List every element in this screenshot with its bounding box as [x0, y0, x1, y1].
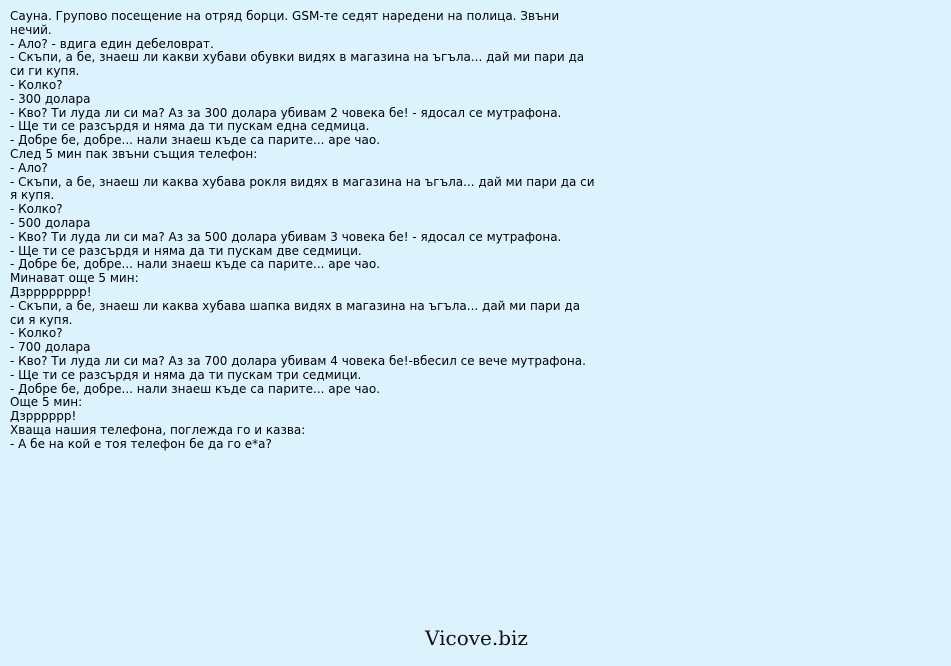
joke-line: Сауна. Групово посещение на отряд борци. GSM-те седят наредени на полица. Звъни нечий. [10, 9, 560, 37]
joke-line: - 500 долара [10, 215, 91, 230]
joke-line: - Ще ти се разсърдя и няма да ти пускам три седмици. [10, 367, 362, 382]
joke-line: - Ало? [10, 160, 48, 175]
joke-line: - А бе на кой е тоя телефон бе да го е*а? [10, 436, 272, 451]
joke-line: - Добре бе, добре... нали знаеш къде са парите... аре чао. [10, 381, 381, 396]
joke-line: Още 5 мин: [10, 395, 83, 410]
joke-line: - 300 долара [10, 91, 91, 106]
joke-line: След 5 мин пак звъни същия телефон: [10, 146, 258, 161]
joke-line: Дзрррррр! [10, 409, 77, 424]
joke-line: Дзрррррррр! [10, 284, 92, 299]
site-watermark: Vicove.biz [425, 626, 528, 650]
joke-line: - Ще ти се разсърдя и няма да ти пускам две седмици. [10, 243, 362, 258]
joke-line: Хваща нашия телефона, поглежда го и казва: [10, 422, 306, 437]
joke-line: - Скъпи, а бе, знаеш ли каква хубава рокля видях в магазина на ъгъла... дай ми пари да си я купя. [10, 174, 595, 203]
joke-line: - Скъпи, а бе, знаеш ли какви хубави обувки видях в магазина на ъгъла... дай ми пари да си ги купя. [10, 50, 585, 79]
joke-line: - Колко? [10, 326, 63, 341]
joke-line: - Ало? - вдига един дебеловрат. [10, 36, 214, 51]
joke-line: - Кво? Ти луда ли си ма? Аз за 500 долара убивам 3 човека бе! - ядосал се мутрафона. [10, 229, 562, 244]
joke-line: Минават още 5 мин: [10, 271, 139, 286]
joke-line: - Кво? Ти луда ли си ма? Аз за 300 долара убивам 2 човека бе! - ядосал се мутрафона. [10, 105, 562, 120]
joke-text [10, 10, 595, 452]
joke-line: - Ще ти се разсърдя и няма да ти пускам една седмица. [10, 119, 370, 134]
joke-line: - Колко? [10, 77, 63, 92]
joke-line: - Кво? Ти луда ли си ма? Аз за 700 долара убивам 4 човека бе!-вбесил се вече мутрафона. [10, 353, 586, 368]
joke-line: - Колко? [10, 202, 63, 217]
joke-line: - 700 долара [10, 340, 91, 355]
joke-line: - Добре бе, добре... нали знаеш къде са парите... аре чао. [10, 257, 381, 272]
joke-line: - Скъпи, а бе, знаеш ли каква хубава шапка видях в магазина на ъгъла... дай ми пари да си я купя. [10, 298, 581, 327]
joke-line: - Добре бе, добре... нали знаеш къде са парите... аре чао. [10, 133, 381, 148]
